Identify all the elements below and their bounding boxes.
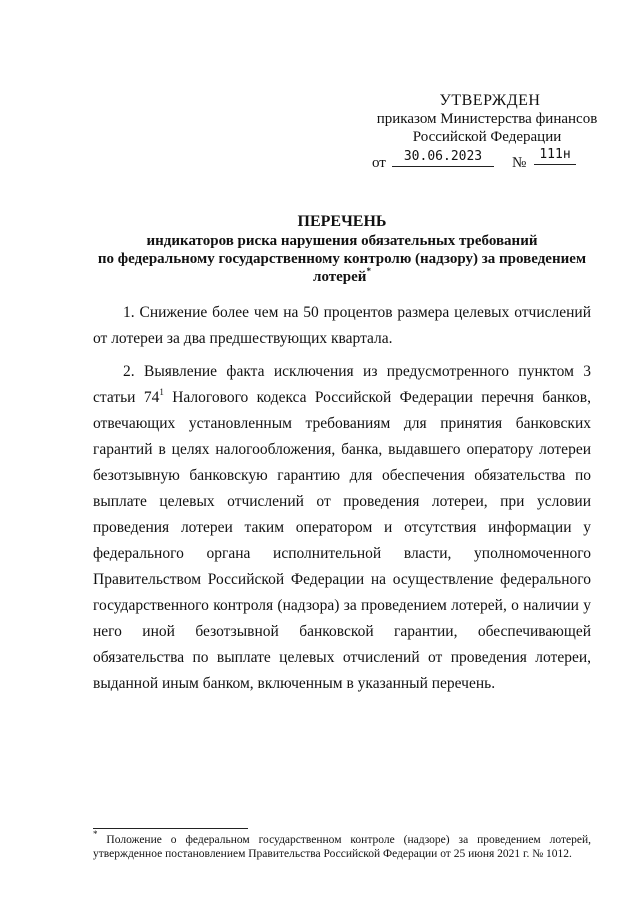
footnote-text: Положение о федеральном государственном контроле (надзоре) за проведением лотерей, утвержденное постановлением Правительства Российской Федерации от 25 июня 2021 г. № 1012. (93, 834, 591, 860)
heading-line-2: по федеральному государственному контролю (надзору) за проведением (97, 251, 587, 267)
order-number: 111н (534, 146, 576, 165)
document-body (93, 300, 591, 704)
heading-line-1: индикаторов риска нарушения обязательных требований (146, 233, 538, 249)
from-label: от (372, 155, 386, 171)
heading-footnote-mark: * (366, 266, 371, 276)
list-item-2-part-2: Налогового кодекса Российской Федерации перечня банков, отвечающих установленным требованиям для принятия банковских гарантий в целях налогообложения, банка, выдавшего оператору лотереи безотзывную банковскую гарантию для обеспечения обязательства по выплате целевых отчислений от проведения лотереи, при условии проведения лотереи таким оператором и отсутствия информации у федерального органа исполнительной власти, уполномоченного Правительством Российской Федерации на осуществление федерального государственного контроля (надзора) за проведением лотерей, о наличии у него иной безотзывной банковской гарантии, обеспечивающей обязательства по выплате целевых отчислений от проведения лотереи, выданной иным банком, включенным в указанный перечень. (93, 389, 591, 692)
approval-line-2: Российской Федерации (412, 129, 562, 145)
list-item-2-part-1: 2. Выявление факта исключения из предусмотренного пунктом 3 статьи 74 (93, 363, 591, 406)
list-item-2 (93, 359, 591, 697)
number-sign: № (512, 155, 527, 171)
footnote (93, 829, 591, 861)
footnote-mark: * (93, 829, 98, 840)
approval-line-1: приказом Министерства финансов (376, 111, 598, 127)
heading-line-3 (82, 268, 602, 286)
list-item-1: 1. Снижение более чем на 50 процентов размера целевых отчислений от лотереи за два предшествующих квартала. (93, 304, 591, 347)
list-item-2-superscript: 1 (159, 386, 164, 397)
order-date: 30.06.2023 (392, 148, 494, 167)
footnote-divider (93, 828, 248, 829)
approval-date-line (360, 148, 600, 172)
heading-line-3-text: лотерей (313, 269, 367, 285)
document-heading (82, 213, 602, 286)
approval-title: УТВЕРЖДЕН (439, 92, 541, 109)
approval-block (360, 92, 600, 172)
heading-title: ПЕРЕЧЕНЬ (297, 213, 387, 230)
